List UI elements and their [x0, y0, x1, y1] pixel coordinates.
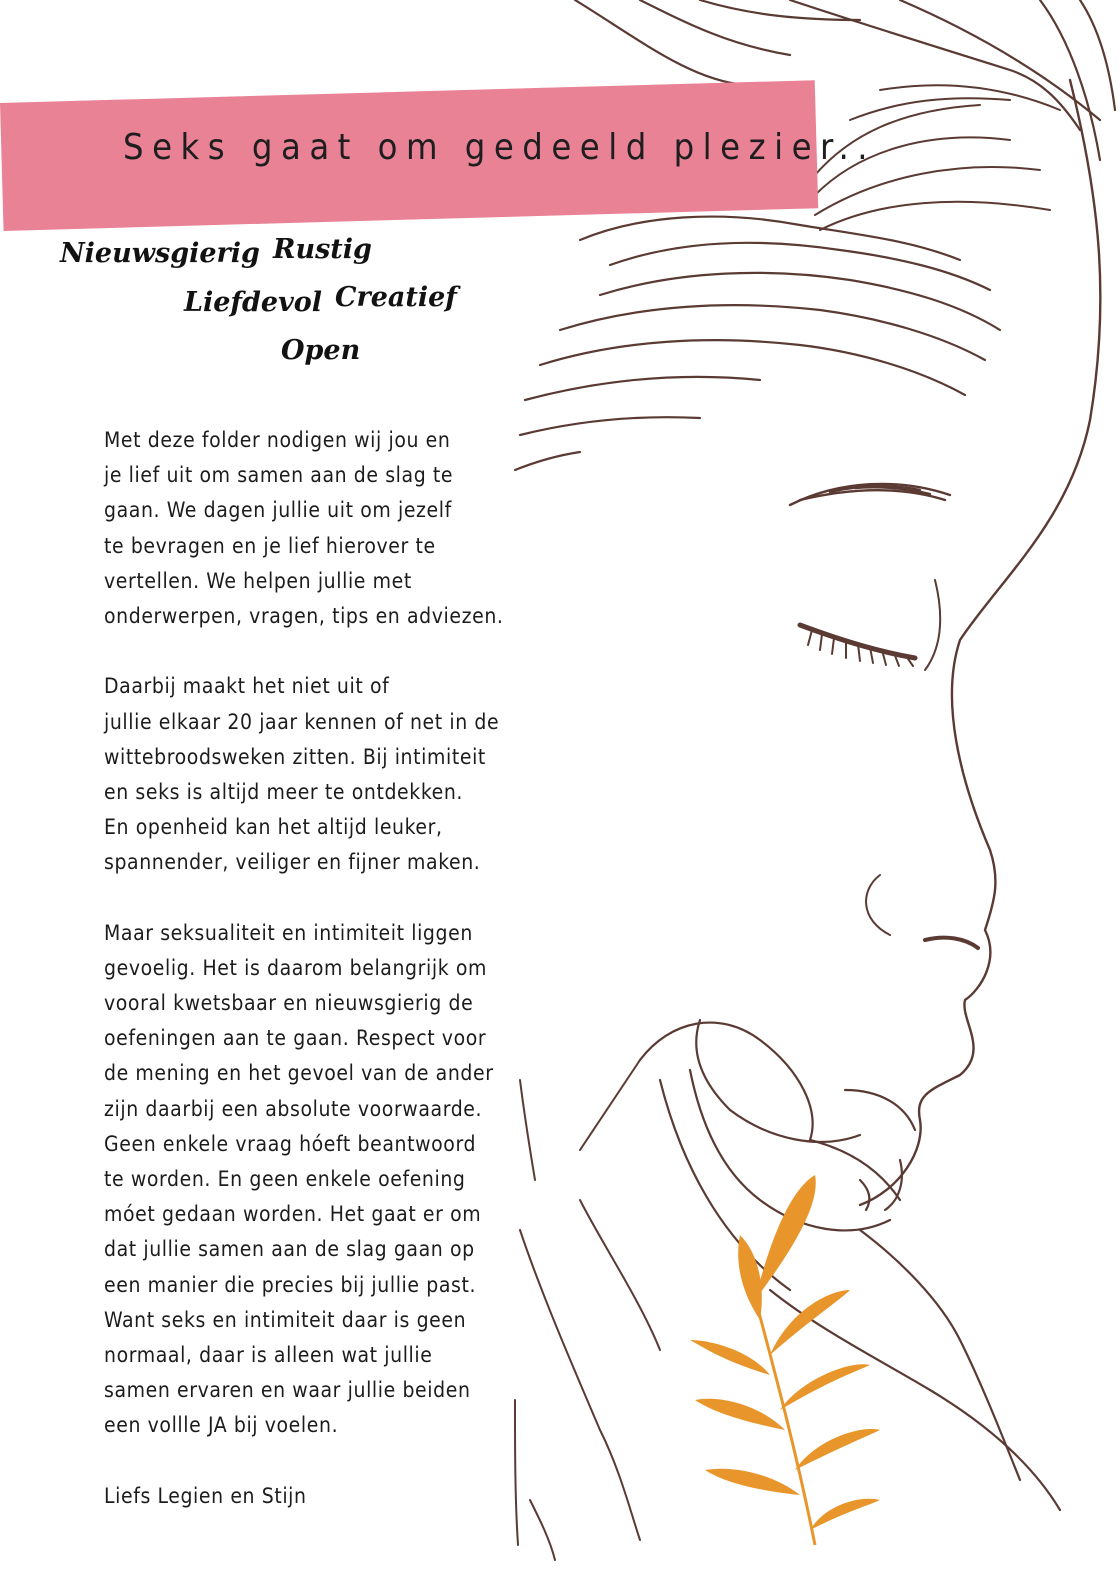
signature: Liefs Legien en Stijn [104, 1483, 307, 1508]
text-line: gaan. We dagen jullie uit om jezelf [104, 498, 452, 523]
keyword-nieuwsgierig: Nieuwsgierig [60, 238, 260, 269]
text-line: een manier die precies bij jullie past. [104, 1272, 477, 1297]
body-text [104, 423, 544, 1514]
text-line: jullie elkaar 20 jaar kennen of net in de [104, 709, 500, 734]
text-line: wittebroodsweken zitten. Bij intimiteit [104, 744, 486, 769]
text-line: de mening en het gevoel van de ander [104, 1061, 494, 1086]
text-line: zijn daarbij een absolute voorwaarde. [104, 1096, 483, 1121]
text-line: Geen enkele vraag hóeft beantwoord [104, 1131, 477, 1156]
text-line: samen ervaren en waar jullie beiden [104, 1378, 471, 1403]
text-line: te worden. En geen enkele oefening [104, 1166, 466, 1191]
text-line: vertellen. We helpen jullie met [104, 568, 412, 593]
text-line: Want seks en intimiteit daar is geen [104, 1307, 467, 1332]
keyword-open: Open [281, 335, 361, 366]
text-line: te bevragen en je lief hierover te [104, 533, 436, 558]
text-line: dat jullie samen aan de slag gaan op [104, 1237, 475, 1262]
text-line: een vollle JA bij voelen. [104, 1413, 339, 1438]
text-line: en seks is altijd meer te ontdekken. [104, 779, 464, 804]
text-line: vooral kwetsbaar en nieuwsgierig de [104, 991, 474, 1015]
text-line: gevoelig. Het is daarom belangrijk om [104, 955, 488, 980]
text-line: oefeningen aan te gaan. Respect voor [104, 1026, 487, 1051]
text-line: onderwerpen, vragen, tips en adviezen. [104, 603, 504, 628]
text-line: spannender, veiliger en fijner maken. [104, 850, 481, 875]
text-line: je lief uit om samen aan de slag te [104, 463, 454, 488]
text-line: En openheid kan het altijd leuker, [104, 815, 443, 840]
page-title: Seks gaat om gedeeld plezier.. [123, 127, 877, 168]
text-line: Daarbij maakt het niet uit of [104, 674, 390, 699]
text-line: Maar seksualiteit en intimiteit liggen [104, 920, 473, 945]
text-line: normaal, daar is alleen wat jullie [104, 1342, 433, 1367]
keyword-creatief: Creatief [335, 282, 457, 313]
text-line: Met deze folder nodigen wij jou en [104, 428, 451, 452]
text-line: móet gedaan worden. Het gaat er om [104, 1202, 482, 1227]
paragraph-3 [104, 916, 544, 1444]
paragraph-1 [104, 423, 544, 634]
paragraph-2 [104, 669, 544, 880]
keyword-rustig: Rustig [273, 234, 372, 265]
keyword-liefdevol: Liefdevol [184, 287, 323, 318]
